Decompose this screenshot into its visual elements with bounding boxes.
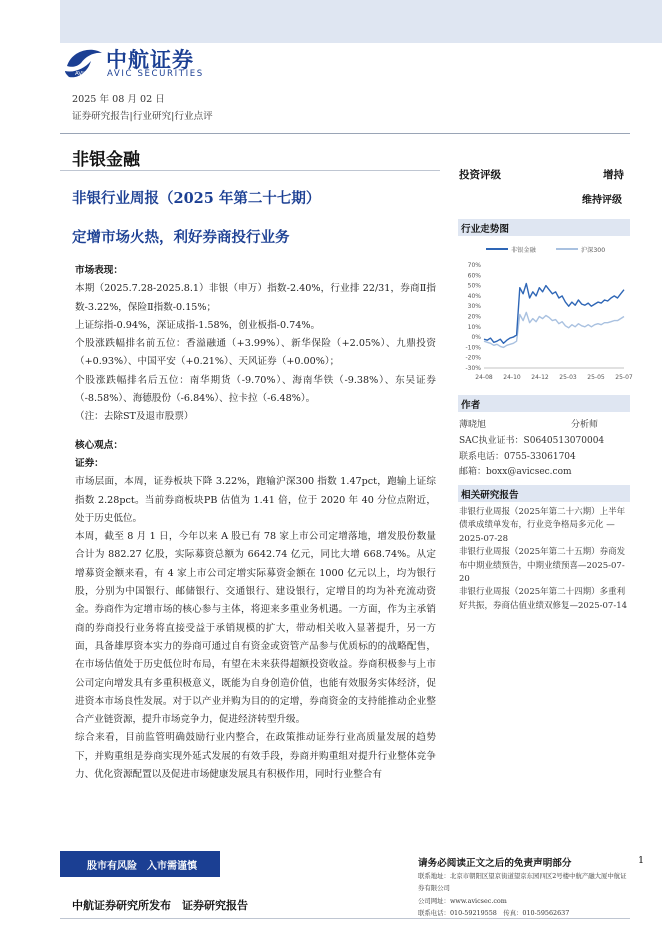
market-title: 市场表现： — [75, 265, 123, 276]
y-tick-label: 70% — [467, 262, 481, 269]
disclaimer-note: 请务必阅读正文之后的免责声明部分 — [418, 858, 572, 869]
sector-divider — [60, 170, 440, 171]
legend-label: 非银金融 — [511, 247, 536, 254]
y-tick-label: -30% — [465, 365, 481, 372]
x-tick-label: 24-10 — [503, 374, 521, 381]
securities-title: 证券： — [75, 457, 104, 469]
chart-legend — [486, 246, 605, 254]
y-tick-label: -20% — [465, 354, 481, 362]
logo-badge: AVIC — [75, 71, 88, 77]
rating-label: 投资评级 — [459, 169, 501, 181]
related-report-item[interactable]: 非银行业周报（2025年第二十四期）多重利好共振，券商估值业绩双修复—2025-07-14 — [459, 587, 628, 611]
footer-contact — [418, 870, 628, 920]
y-tick-label: 10% — [467, 323, 481, 331]
logo-chinese-name: 中航证券 — [106, 48, 194, 72]
y-tick-label: -10% — [465, 344, 481, 352]
market-paragraph: 个股涨跌幅排名后五位：南华期货（-9.70%）、海南华铁（-9.38%）、东吴证券（-8.58%）、海德股份（-6.84%）、拉卡拉（-6.48%）。 — [75, 374, 436, 405]
y-tick-label: 50% — [467, 282, 481, 290]
logo-english-name: AVIC SECURITIES — [107, 69, 204, 79]
avic-logo-icon — [64, 44, 104, 82]
footer-org: 中航证券研究所发布 证券研究报告 — [72, 899, 248, 912]
y-tick-label: 40% — [467, 292, 481, 300]
x-tick-label: 24-12 — [531, 374, 549, 381]
report-date: 2025 年 08 月 02 日 — [72, 94, 165, 105]
footer-phone: 联系电话：010-59219558 传真：010-59562637 — [418, 909, 570, 918]
report-title: 非银行业周报（2025 年第二十七期） — [72, 190, 321, 207]
x-tick-label: 24-08 — [475, 374, 493, 381]
y-tick-label: 60% — [467, 272, 481, 280]
chart-series — [484, 284, 624, 348]
rating-value: 增持 — [603, 169, 624, 181]
author-cert: SAC执业证书：S0640513070004 — [459, 436, 605, 446]
core-title: 核心观点： — [75, 439, 123, 451]
footer-divider — [60, 918, 630, 919]
report-subtitle: 定增市场火热，利好券商投行业务 — [72, 229, 290, 246]
legend-label: 沪深300 — [581, 247, 606, 254]
related-report-item[interactable]: 非银行业周报（2025年第二十五期）券商发布中期业绩预告，中期业绩预喜—2025-07-20 — [459, 547, 626, 585]
author-role: 分析师 — [571, 420, 599, 430]
author-phone: 联系电话：0755-33061704 — [459, 452, 576, 462]
page-number: 1 — [638, 855, 645, 866]
sector-title: 非银金融 — [72, 150, 140, 170]
market-paragraph: 个股涨跌幅排名前五位：香溢融通（+3.99%）、新华保险（+2.05%）、九鼎投资（+0.93%）、中国平安（+0.21%）、天风证券（+0.00%）； — [75, 338, 436, 368]
chart-y-axis — [465, 262, 481, 372]
core-paragraph: 本周，截至 8 月 1 日，今年以来 A 股已有 78 家上市公司定增落地，增发股份数量合计为 882.27 亿股，实际募资总额为 6642.74 亿元，同比大增 668.74%。从定增募资金额来看，有 4 家上市公司定增实际募资金额在 1000 亿元以上，均为银行股，分别为中国银行、邮储银行、交通银行、建设银行，定增目的均为补充流动资金。券商作为定增市场的核心参与主体，将迎来多重业务机遇。一方面，作为主承销商的券商投行业务将直接受益于承销规模的扩大，带动相关收入显著提升，另一方面，具备雄厚资本实力的券商可通过自有资金或资管产品参与优质标的的战略配售，在市场估值处于历史低位时布局，有望在未来获得超额投资收益。券商积极参与上市公司定向增发具有多重积极意义，既能为自身创造价值，也能有效服务实体经济，促进资本市场良性发展。对于以产业并购为目的的定增，券商资金的支持能推动企业整合产业链资源，提升市场竞争力，促进经济转型升级。 — [75, 531, 436, 726]
author-name: 薄晓旭 — [459, 420, 487, 430]
company-logo — [64, 44, 224, 82]
y-tick-label: 20% — [467, 313, 481, 321]
rating-note: 维持评级 — [582, 195, 622, 206]
market-note: （注：去除ST及退市股票） — [75, 411, 194, 423]
risk-banner: 股市有风险 入市需谨慎 — [60, 851, 220, 877]
x-tick-label: 25-05 — [587, 374, 605, 381]
header-divider — [60, 133, 630, 134]
related-reports-list — [459, 506, 631, 613]
y-tick-label: 0% — [471, 334, 481, 342]
core-paragraph: 市场层面，本周，证券板块下降 3.22%，跑输沪深300 指数 1.47pct，跑输上证综指数 2.28pct。当前券商板块PB 估值为 1.41 倍，位于 2020 年 40 分位点附近，处于历史低位。 — [75, 476, 436, 524]
chart-section-title: 行业走势图 — [458, 219, 630, 236]
related-reports-title: 相关研究报告 — [458, 485, 630, 502]
market-paragraph: 上证综指-0.94%，深证成指-1.58%，创业板指-0.74%。 — [75, 319, 321, 331]
core-paragraph: 综合来看，目前监管明确鼓励行业内整合，在政策推动证券行业高质量发展的趋势下，并购重组是券商实现外延式发展的有效手段，券商并购重组对提升行业整体竞争力、优化资源配置以及促进市场健康发展具有积极作用，同时行业整合有 — [75, 732, 436, 781]
industry-trend-chart — [458, 240, 633, 385]
y-tick-label: 30% — [467, 303, 481, 311]
chart-x-axis — [475, 368, 633, 381]
x-tick-label: 25-07 — [615, 374, 633, 381]
report-type: 证券研究报告|行业研究|行业点评 — [72, 111, 213, 122]
footer-address: 联系地址：北京市朝阳区望京街道望京东园四区2号楼中航产融大厦中航证券有限公司 — [418, 872, 627, 893]
x-tick-label: 25-03 — [559, 374, 577, 381]
footer-website[interactable]: 公司网址：www.avicsec.com — [418, 896, 507, 905]
market-paragraph: 本期（2025.7.28-2025.8.1）非银（申万）指数-2.40%，行业排 22/31，券商Ⅱ指数-3.22%，保险Ⅱ指数-0.15%； — [75, 283, 436, 313]
series-line — [484, 284, 624, 344]
main-body — [75, 262, 436, 784]
related-report-item[interactable]: 非银行业周报（2025年第二十六期）上半年债承成绩单发布，行业竞争格局多元化 —2025-07-28 — [459, 507, 626, 544]
author-email: 邮箱：boxx@avicsec.com — [459, 467, 572, 477]
author-section-title: 作者 — [458, 395, 630, 412]
header-band — [60, 0, 662, 43]
